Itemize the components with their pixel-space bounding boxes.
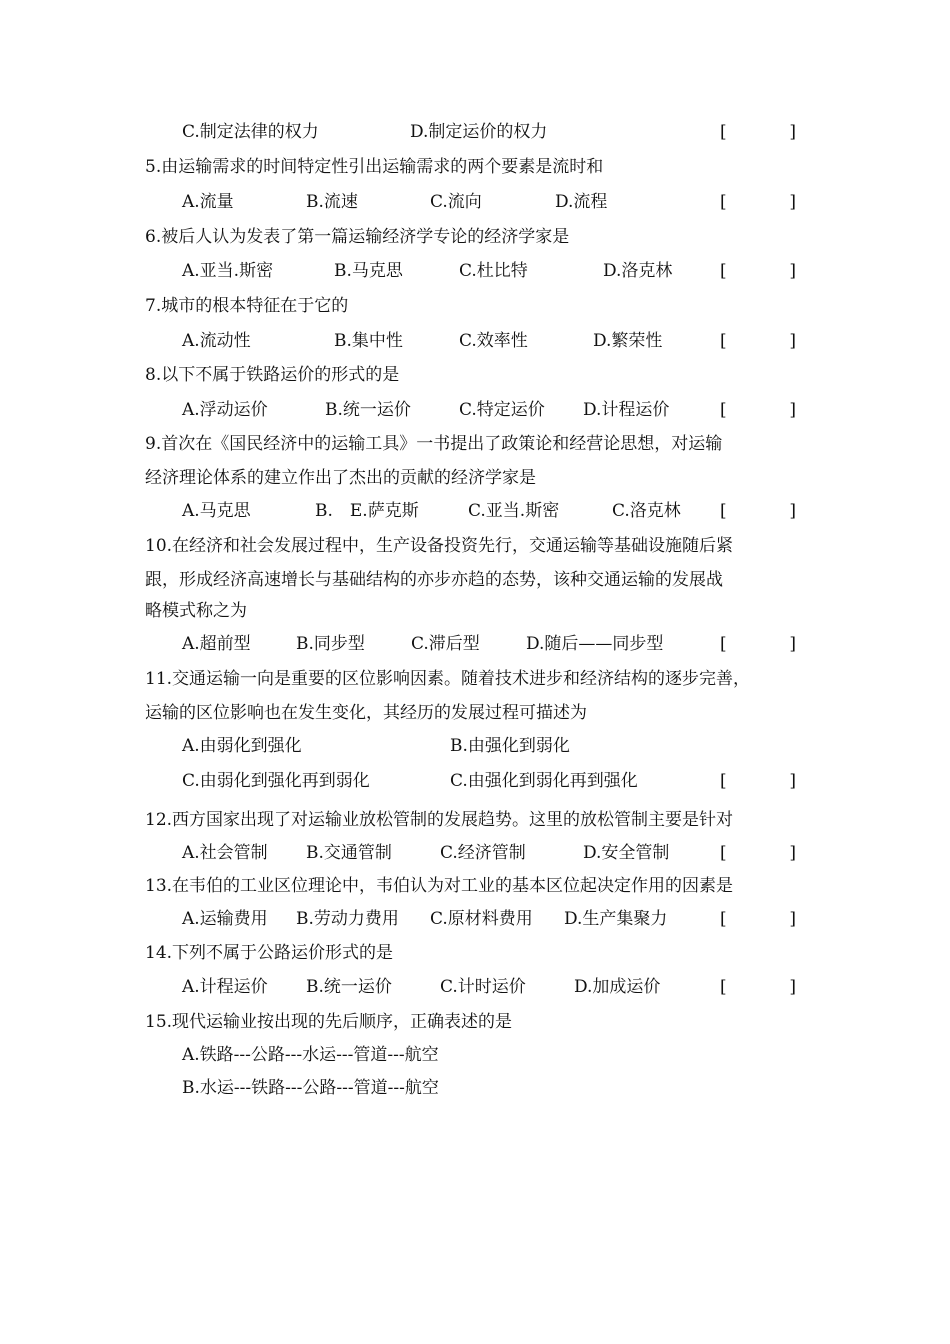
q9-answer-bracket[interactable] — [720, 497, 796, 525]
q4-option-c[interactable]: C.制定法律的权力 — [182, 122, 319, 142]
q12-stem: 12.西方国家出现了对运输业放松管制的发展趋势。这里的放松管制主要是针对 — [145, 810, 734, 830]
q15-stem: 15.现代运输业按出现的先后顺序，正确表述的是 — [145, 1012, 513, 1032]
q6-answer-bracket[interactable] — [720, 257, 796, 285]
q10-stem-line-2: 跟，形成经济高速增长与基础结构的亦步亦趋的态势，该种交通运输的发展战 — [145, 570, 723, 590]
q14-option-d[interactable]: D.加成运价 — [574, 977, 661, 997]
q6-option-a[interactable]: A.亚当.斯密 — [182, 261, 274, 281]
q7-answer-bracket[interactable] — [720, 327, 796, 355]
q11-option-c[interactable]: C.由弱化到强化再到弱化 — [182, 771, 370, 791]
bracket-close: ] — [789, 771, 796, 791]
bracket-open: [ — [720, 771, 727, 791]
q14-option-c[interactable]: C.计时运价 — [440, 977, 526, 997]
q7-stem: 7.城市的根本特征在于它的 — [145, 296, 349, 316]
q10-stem-line-1: 10.在经济和社会发展过程中，生产设备投资先行，交通运输等基础设施随后紧 — [145, 536, 734, 556]
q6-stem: 6.被后人认为发表了第一篇运输经济学专论的经济学家是 — [145, 227, 570, 247]
bracket-close: ] — [789, 261, 796, 281]
bracket-close: ] — [789, 400, 796, 420]
q10-option-a[interactable]: A.超前型 — [182, 634, 251, 654]
bracket-open: [ — [720, 261, 727, 281]
bracket-open: [ — [720, 501, 727, 521]
q9-option-c[interactable]: C.亚当.斯密 — [468, 501, 560, 521]
q11-answer-bracket[interactable] — [720, 767, 796, 795]
q15-option-b[interactable]: B.水运---铁路---公路---管道---航空 — [182, 1078, 439, 1098]
bracket-close: ] — [789, 634, 796, 654]
q5-option-d[interactable]: D.流程 — [555, 192, 608, 212]
q7-option-c[interactable]: C.效率性 — [459, 331, 528, 351]
q8-option-c[interactable]: C.特定运价 — [459, 400, 545, 420]
q5-option-a[interactable]: A.流量 — [182, 192, 234, 212]
q8-option-a[interactable]: A.浮动运价 — [182, 400, 268, 420]
q9-stem-line-2: 经济理论体系的建立作出了杰出的贡献的经济学家是 — [145, 468, 536, 488]
q14-stem: 14.下列不属于公路运价形式的是 — [145, 943, 394, 963]
bracket-close: ] — [789, 192, 796, 212]
q12-answer-bracket[interactable] — [720, 839, 796, 867]
q10-option-d[interactable]: D.随后——同步型 — [526, 634, 664, 654]
q11-stem-line-2: 运输的区位影响也在发生变化，其经历的发展过程可描述为 — [145, 703, 587, 723]
bracket-close: ] — [789, 977, 796, 997]
q12-option-a[interactable]: A.社会管制 — [182, 843, 268, 863]
q14-option-b[interactable]: B.统一运价 — [306, 977, 392, 997]
q7-option-d[interactable]: D.繁荣性 — [593, 331, 663, 351]
q5-answer-bracket[interactable] — [720, 188, 796, 216]
q13-option-a[interactable]: A.运输费用 — [182, 909, 268, 929]
q13-option-d[interactable]: D.生产集聚力 — [564, 909, 668, 929]
q13-option-b[interactable]: B.劳动力费用 — [296, 909, 399, 929]
q11-stem-line-1: 11.交通运输一向是重要的区位影响因素。随着技术进步和经济结构的逐步完善， — [145, 669, 751, 689]
bracket-open: [ — [720, 843, 727, 863]
bracket-open: [ — [720, 977, 727, 997]
bracket-close: ] — [789, 501, 796, 521]
q4-option-d[interactable]: D.制定运价的权力 — [410, 122, 548, 142]
bracket-close: ] — [789, 122, 796, 142]
q11-option-d[interactable]: C.由强化到弱化再到强化 — [450, 771, 638, 791]
bracket-open: [ — [720, 331, 727, 351]
q5-stem: 5.由运输需求的时间特定性引出运输需求的两个要素是流时和 — [145, 157, 604, 177]
bracket-open: [ — [720, 122, 727, 142]
q6-option-d[interactable]: D.洛克林 — [603, 261, 673, 281]
q9-stem-line-1: 9.首次在《国民经济中的运输工具》一书提出了政策论和经营论思想，对运输 — [145, 434, 723, 454]
q15-option-a[interactable]: A.铁路---公路---水运---管道---航空 — [182, 1045, 439, 1065]
q13-option-c[interactable]: C.原材料费用 — [430, 909, 533, 929]
q5-option-c[interactable]: C.流向 — [430, 192, 482, 212]
q10-option-b[interactable]: B.同步型 — [296, 634, 365, 654]
q12-option-d[interactable]: D.安全管制 — [583, 843, 670, 863]
bracket-open: [ — [720, 192, 727, 212]
bracket-open: [ — [720, 634, 727, 654]
q11-option-a[interactable]: A.由弱化到强化 — [182, 736, 302, 756]
q11-option-b[interactable]: B.由强化到弱化 — [450, 736, 570, 756]
q14-answer-bracket[interactable] — [720, 973, 796, 1001]
q8-stem: 8.以下不属于铁路运价的形式的是 — [145, 365, 400, 385]
q10-answer-bracket[interactable] — [720, 630, 796, 658]
q9-option-b[interactable]: B. E.萨克斯 — [315, 501, 419, 521]
q5-option-b[interactable]: B.流速 — [306, 192, 358, 212]
q13-stem: 13.在韦伯的工业区位理论中，韦伯认为对工业的基本区位起决定作用的因素是 — [145, 876, 734, 896]
bracket-open: [ — [720, 909, 727, 929]
bracket-close: ] — [789, 843, 796, 863]
q7-option-b[interactable]: B.集中性 — [334, 331, 403, 351]
q10-stem-line-3: 略模式称之为 — [145, 601, 247, 621]
q8-answer-bracket[interactable] — [720, 396, 796, 424]
q10-option-c[interactable]: C.滞后型 — [411, 634, 480, 654]
q12-option-c[interactable]: C.经济管制 — [440, 843, 526, 863]
q6-option-c[interactable]: C.杜比特 — [459, 261, 528, 281]
bracket-close: ] — [789, 331, 796, 351]
q14-option-a[interactable]: A.计程运价 — [182, 977, 268, 997]
q8-option-d[interactable]: D.计程运价 — [583, 400, 670, 420]
q9-option-d[interactable]: C.洛克林 — [612, 501, 681, 521]
bracket-close: ] — [789, 909, 796, 929]
q7-option-a[interactable]: A.流动性 — [182, 331, 251, 351]
q4-answer-bracket[interactable] — [720, 118, 796, 146]
bracket-open: [ — [720, 400, 727, 420]
q12-option-b[interactable]: B.交通管制 — [306, 843, 392, 863]
q9-option-a[interactable]: A.马克思 — [182, 501, 251, 521]
q8-option-b[interactable]: B.统一运价 — [325, 400, 411, 420]
q6-option-b[interactable]: B.马克思 — [334, 261, 403, 281]
q13-answer-bracket[interactable] — [720, 905, 796, 933]
